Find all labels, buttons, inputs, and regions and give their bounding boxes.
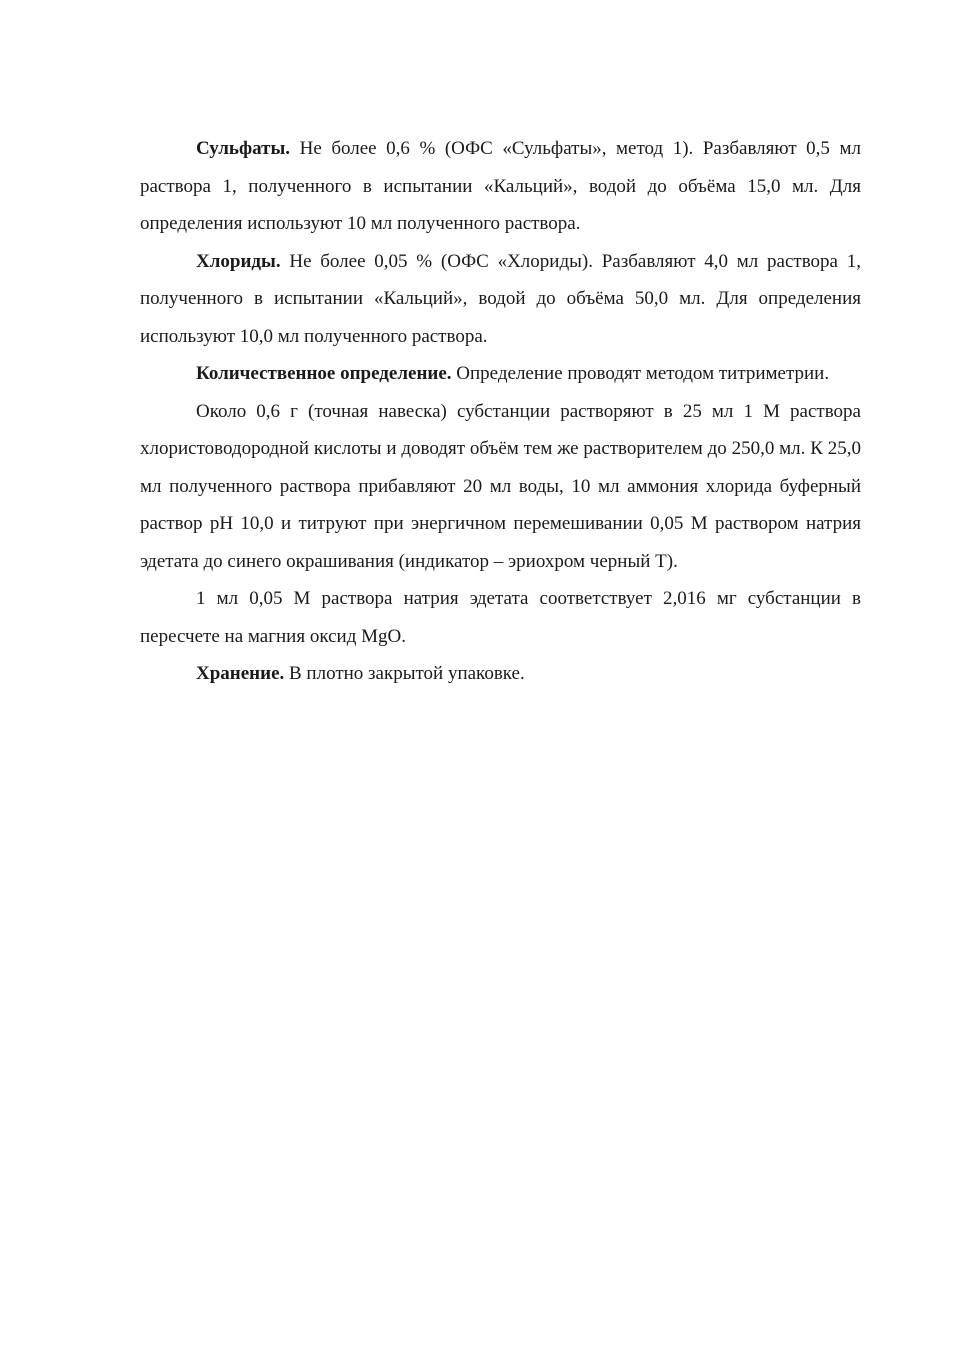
paragraph-assay <box>140 355 861 393</box>
paragraph-assay-procedure <box>140 393 861 581</box>
heading-chlorides: Хлориды. <box>196 250 281 272</box>
text-chlorides: Не более 0,05 % (ОФС «Хлориды). Разбавляют 4,0 мл раствора 1, полученного в испытании «Кальций», водой до объёма 50,0 мл. Для определения используют 10,0 мл полученного раствора. <box>140 250 861 347</box>
paragraph-chlorides <box>140 243 861 356</box>
text-equivalence: 1 мл 0,05 М раствора натрия эдетата соответствует 2,016 мг субстанции в пересчете на магния оксид MgO. <box>140 588 861 647</box>
heading-sulfates: Сульфаты. <box>196 138 291 159</box>
text-assay: Определение проводят методом титриметрии. <box>451 363 830 384</box>
paragraph-storage <box>140 655 861 693</box>
document-page <box>140 130 861 693</box>
text-storage: В плотно закрытой упаковке. <box>284 663 525 684</box>
heading-assay: Количественное определение. <box>196 363 452 384</box>
paragraph-sulfates <box>140 130 861 243</box>
text-assay-procedure: Около 0,6 г (точная навеска) субстанции растворяют в 25 мл 1 М раствора хлористоводородной кислоты и доводят объём тем же растворителем до 250,0 мл. К 25,0 мл полученного раствора прибавляют 20 мл воды, 10 мл аммония хлорида буферный раствор pH 10,0 и титруют при энергичном перемешивании 0,05 М раствором натрия эдетата до синего окрашивания (индикатор – эриохром черный Т). <box>140 400 861 572</box>
paragraph-equivalence <box>140 580 861 655</box>
text-sulfates: Не более 0,6 % (ОФС «Сульфаты», метод 1). Разбавляют 0,5 мл раствора 1, полученного в испытании «Кальций», водой до объёма 15,0 мл. Для определения используют 10 мл полученного раствора. <box>140 138 861 234</box>
heading-storage: Хранение. <box>196 663 285 684</box>
